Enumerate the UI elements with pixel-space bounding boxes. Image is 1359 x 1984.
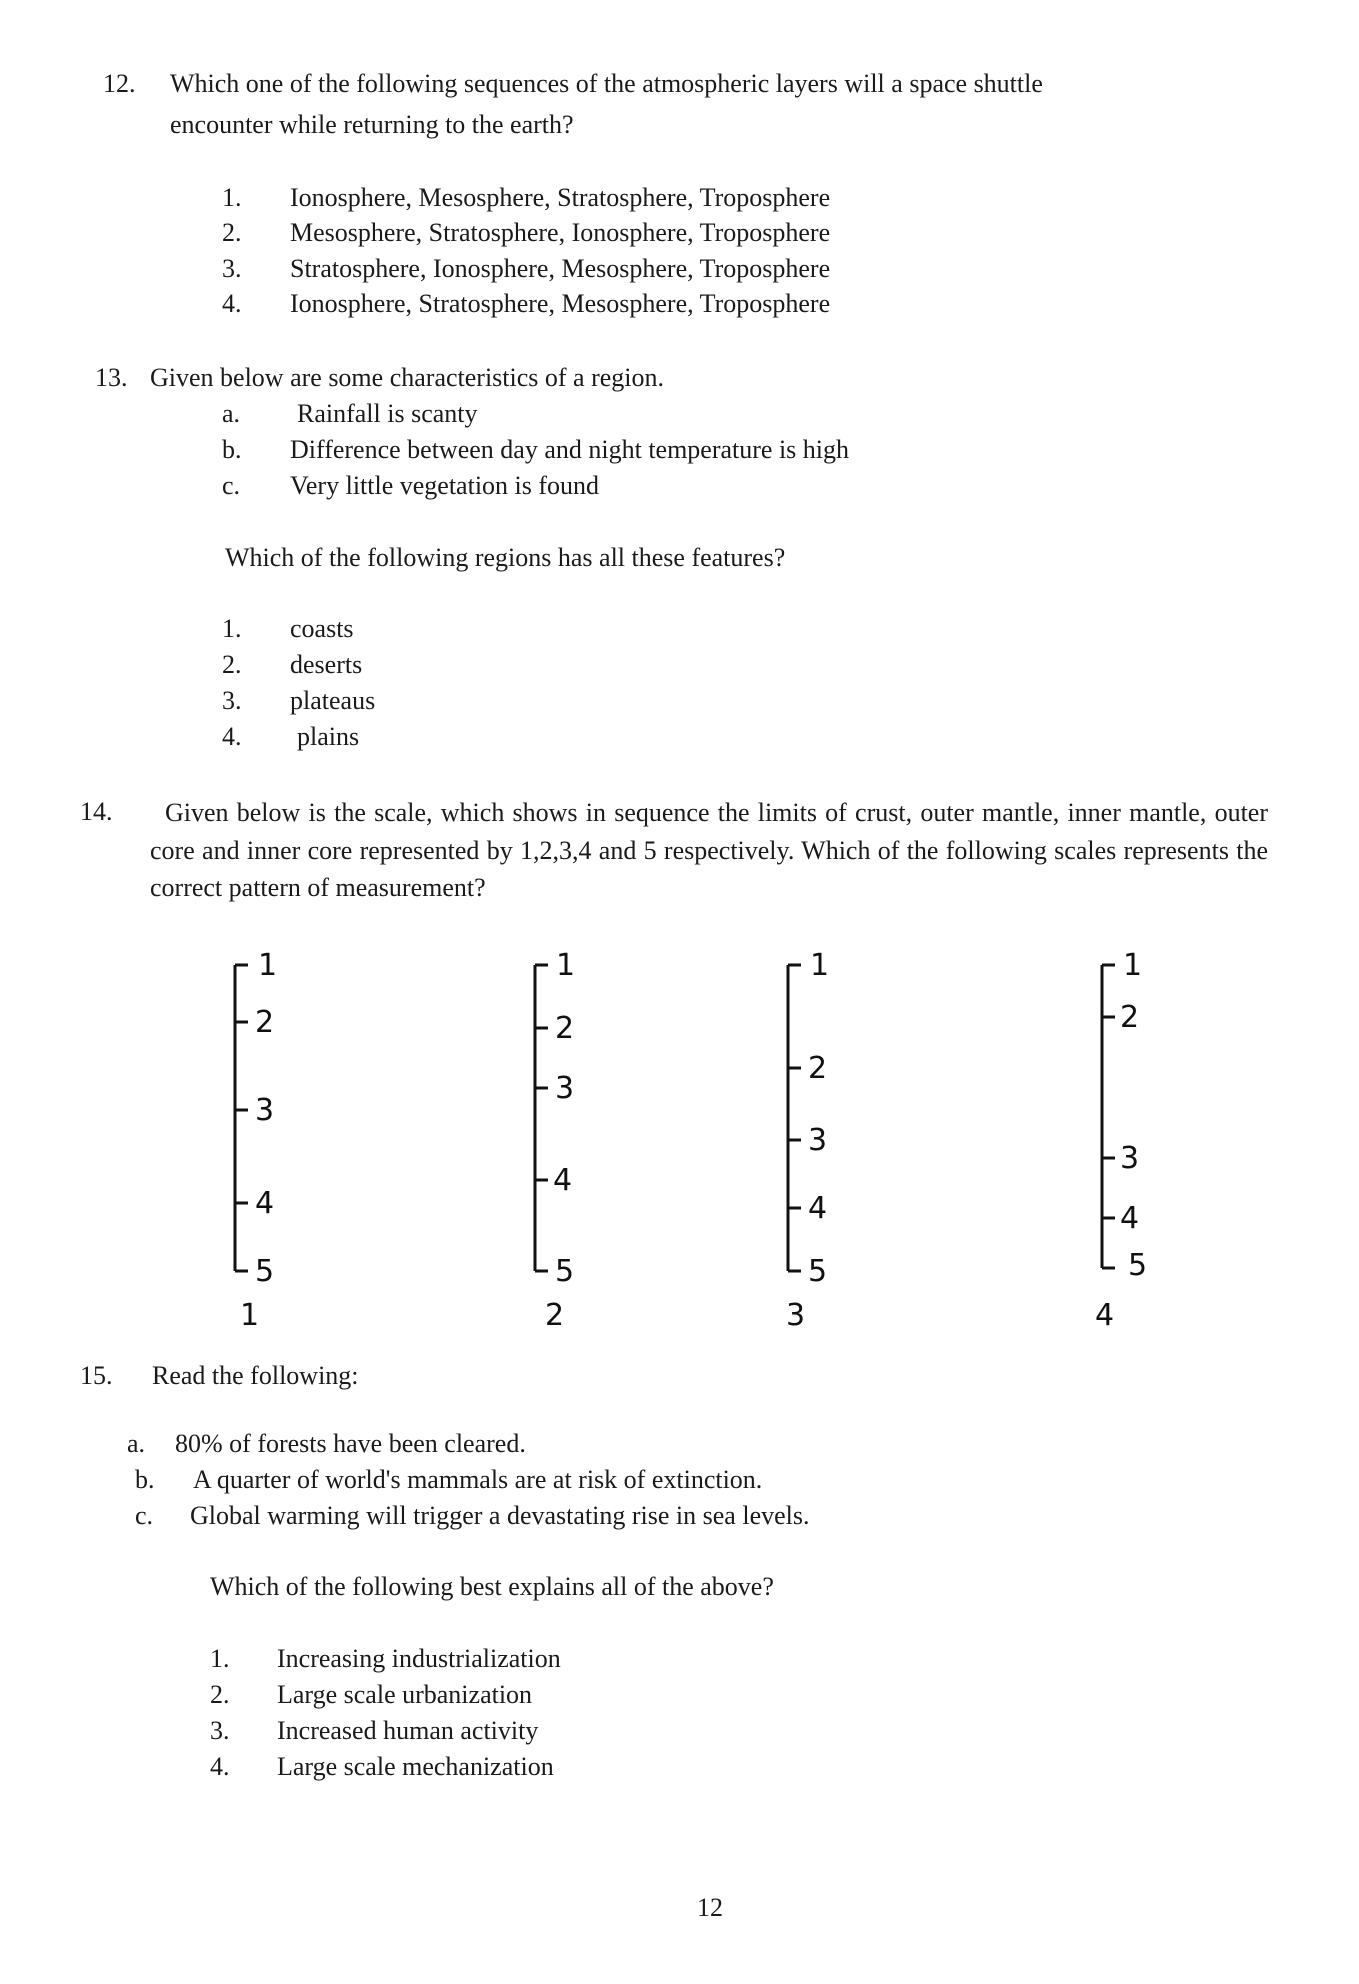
question-text: Given below is the scale, which shows in sequence the limits of crust, outer mantle, inner mantle, outer core and inner core represented by 1,2,3,4 and 5 respectively. Which of the following scales represents the correct pattern of measurement?: [150, 798, 1268, 902]
tick-label: 3: [255, 1093, 275, 1128]
tick-label: 2: [555, 1011, 575, 1046]
option-number: 2.: [222, 218, 242, 247]
option-number: 2.: [222, 650, 242, 679]
feature-letter: b.: [222, 435, 242, 464]
scale-1: [235, 948, 277, 1333]
tick-label: 3: [555, 1071, 575, 1106]
question-number: 14.: [80, 797, 113, 826]
tick-label: 3: [1120, 1141, 1140, 1176]
option-number: 3.: [210, 1716, 230, 1745]
feature-letter: a.: [222, 399, 241, 428]
option-number: 3.: [222, 686, 242, 715]
tick-label: 5: [555, 1254, 575, 1289]
option-text: Increased human activity: [277, 1716, 539, 1745]
tick-label: 4: [1120, 1201, 1140, 1236]
option-number: 4.: [222, 722, 242, 751]
scale-caption: 2: [545, 1298, 565, 1333]
feature-text: Very little vegetation is found: [290, 471, 600, 500]
option-text: plains: [297, 722, 360, 751]
option-text: Large scale urbanization: [277, 1680, 533, 1709]
question-text: Given below are some characteristics of a region.: [150, 363, 665, 392]
question-number: 12.: [103, 69, 136, 98]
tick-label: 5: [1128, 1248, 1148, 1283]
option-number: 2.: [210, 1680, 230, 1709]
statement-text: A quarter of world's mammals are at risk of extinction.: [193, 1465, 763, 1494]
option-number: 1.: [210, 1644, 230, 1673]
statement-text: Global warming will trigger a devastating rise in sea levels.: [190, 1501, 810, 1530]
tick-label: 2: [808, 1051, 828, 1086]
tick-label: 2: [255, 1005, 275, 1040]
statement-text: 80% of forests have been cleared.: [175, 1429, 526, 1458]
option-text: Large scale mechanization: [277, 1752, 554, 1781]
tick-label: 1: [810, 948, 830, 983]
tick-label: 1: [1123, 948, 1143, 983]
tick-label: 3: [808, 1123, 828, 1158]
page-number: 12: [697, 1893, 723, 1922]
feature-text: Rainfall is scanty: [297, 399, 478, 428]
question-prompt: Which of the following best explains all of the above?: [210, 1572, 774, 1601]
option-text: Mesosphere, Stratosphere, Ionosphere, Troposphere: [290, 218, 831, 247]
scale-4: [1095, 948, 1147, 1333]
tick-label: 1: [556, 948, 576, 983]
scale-caption: 3: [786, 1298, 806, 1333]
question-text: Read the following:: [152, 1361, 359, 1390]
scale-3: [786, 948, 829, 1333]
option-text: Increasing industrialization: [277, 1644, 561, 1673]
scale-2: [535, 948, 575, 1333]
option-number: 3.: [222, 254, 242, 283]
option-text: Stratosphere, Ionosphere, Mesosphere, Troposphere: [290, 254, 831, 283]
scale-caption: 1: [240, 1298, 260, 1333]
option-number: 1.: [222, 183, 242, 212]
feature-letter: c.: [222, 471, 241, 500]
question-text: encounter while returning to the earth?: [170, 110, 574, 139]
tick-label: 5: [255, 1254, 275, 1289]
option-number: 4.: [222, 289, 242, 318]
question-number: 13.: [95, 363, 128, 392]
scale-caption: 4: [1095, 1298, 1115, 1333]
question-text: Which one of the following sequences of the atmospheric layers will a space shuttle: [170, 69, 1043, 98]
option-number: 1.: [222, 614, 242, 643]
statement-letter: c.: [135, 1501, 154, 1530]
tick-label: 2: [1120, 1000, 1140, 1035]
option-text: Ionosphere, Mesosphere, Stratosphere, Troposphere: [290, 183, 831, 212]
statement-letter: a.: [127, 1429, 146, 1458]
option-text: Ionosphere, Stratosphere, Mesosphere, Troposphere: [290, 289, 831, 318]
tick-label: 4: [255, 1186, 275, 1221]
option-text: coasts: [290, 614, 354, 643]
question-prompt: Which of the following regions has all these features?: [225, 543, 786, 572]
statement-letter: b.: [135, 1465, 155, 1494]
question-number: 15.: [80, 1361, 113, 1390]
option-number: 4.: [210, 1752, 230, 1781]
tick-label: 1: [258, 948, 278, 983]
option-text: deserts: [290, 650, 363, 679]
tick-label: 5: [808, 1254, 828, 1289]
feature-text: Difference between day and night temperature is high: [290, 435, 850, 464]
tick-label: 4: [553, 1163, 573, 1198]
option-text: plateaus: [290, 686, 376, 715]
tick-label: 4: [808, 1191, 828, 1226]
